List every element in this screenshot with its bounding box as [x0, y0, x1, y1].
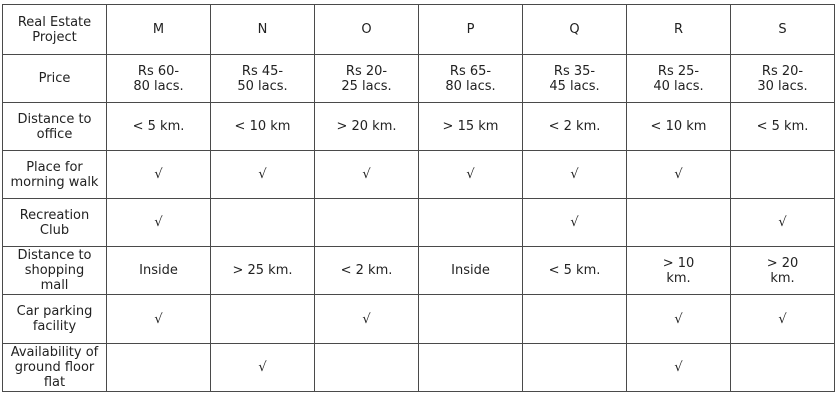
- check-icon: √: [523, 151, 627, 199]
- table-cell: > 15 km: [419, 103, 523, 151]
- check-icon: √: [523, 199, 627, 247]
- header-cell-r: R: [627, 5, 731, 55]
- table-row-ground-floor: [3, 344, 835, 392]
- header-cell-m: M: [107, 5, 211, 55]
- check-icon: √: [107, 295, 211, 344]
- table-cell: [315, 199, 419, 247]
- row-label: Availability of ground floor flat: [3, 344, 107, 392]
- row-label: Distance to office: [3, 103, 107, 151]
- check-icon: √: [211, 344, 315, 392]
- check-icon: √: [627, 151, 731, 199]
- table-row-morning-walk: [3, 151, 835, 199]
- table-cell: [731, 344, 835, 392]
- table-cell: [523, 344, 627, 392]
- table-cell: Rs 45- 50 lacs.: [211, 55, 315, 103]
- table-cell: [107, 344, 211, 392]
- table-cell: [419, 295, 523, 344]
- check-icon: √: [731, 295, 835, 344]
- table-cell: Inside: [107, 247, 211, 295]
- table-cell: < 5 km.: [523, 247, 627, 295]
- table-row-distance-office: [3, 103, 835, 151]
- table-cell: [419, 199, 523, 247]
- table-cell: < 5 km.: [107, 103, 211, 151]
- row-label: Distance to shopping mall: [3, 247, 107, 295]
- table-cell: [731, 151, 835, 199]
- table-cell: < 2 km.: [523, 103, 627, 151]
- table-cell: [315, 344, 419, 392]
- table-cell: < 10 km: [627, 103, 731, 151]
- table-cell: Inside: [419, 247, 523, 295]
- table-cell: Rs 35- 45 lacs.: [523, 55, 627, 103]
- check-icon: √: [419, 151, 523, 199]
- table-cell: [523, 295, 627, 344]
- table-cell: > 10 km.: [627, 247, 731, 295]
- table-row-recreation-club: [3, 199, 835, 247]
- header-row: [3, 5, 835, 55]
- table-row-price: [3, 55, 835, 103]
- table-cell: Rs 20- 25 lacs.: [315, 55, 419, 103]
- table-cell: [419, 344, 523, 392]
- table-cell: < 10 km: [211, 103, 315, 151]
- check-icon: √: [627, 295, 731, 344]
- table-cell: > 25 km.: [211, 247, 315, 295]
- table-cell: Rs 25- 40 lacs.: [627, 55, 731, 103]
- header-cell-q: Q: [523, 5, 627, 55]
- table-cell: > 20 km.: [731, 247, 835, 295]
- real-estate-comparison-table: [2, 4, 835, 392]
- table-cell: [627, 199, 731, 247]
- header-cell-n: N: [211, 5, 315, 55]
- table-cell: Rs 20- 30 lacs.: [731, 55, 835, 103]
- check-icon: √: [315, 151, 419, 199]
- check-icon: √: [315, 295, 419, 344]
- table-cell: [211, 295, 315, 344]
- table-row-car-parking: [3, 295, 835, 344]
- header-cell-s: S: [731, 5, 835, 55]
- table-cell: < 5 km.: [731, 103, 835, 151]
- row-label: Recreation Club: [3, 199, 107, 247]
- row-label: Car parking facility: [3, 295, 107, 344]
- check-icon: √: [627, 344, 731, 392]
- check-icon: √: [211, 151, 315, 199]
- table-cell: > 20 km.: [315, 103, 419, 151]
- row-label: Price: [3, 55, 107, 103]
- check-icon: √: [731, 199, 835, 247]
- check-icon: √: [107, 151, 211, 199]
- table-cell: [211, 199, 315, 247]
- table-cell: Rs 65- 80 lacs.: [419, 55, 523, 103]
- table-cell: < 2 km.: [315, 247, 419, 295]
- table-cell: Rs 60- 80 lacs.: [107, 55, 211, 103]
- header-cell-o: O: [315, 5, 419, 55]
- check-icon: √: [107, 199, 211, 247]
- table-row-shopping-mall: [3, 247, 835, 295]
- header-cell-project: Real Estate Project: [3, 5, 107, 55]
- header-cell-p: P: [419, 5, 523, 55]
- row-label: Place for morning walk: [3, 151, 107, 199]
